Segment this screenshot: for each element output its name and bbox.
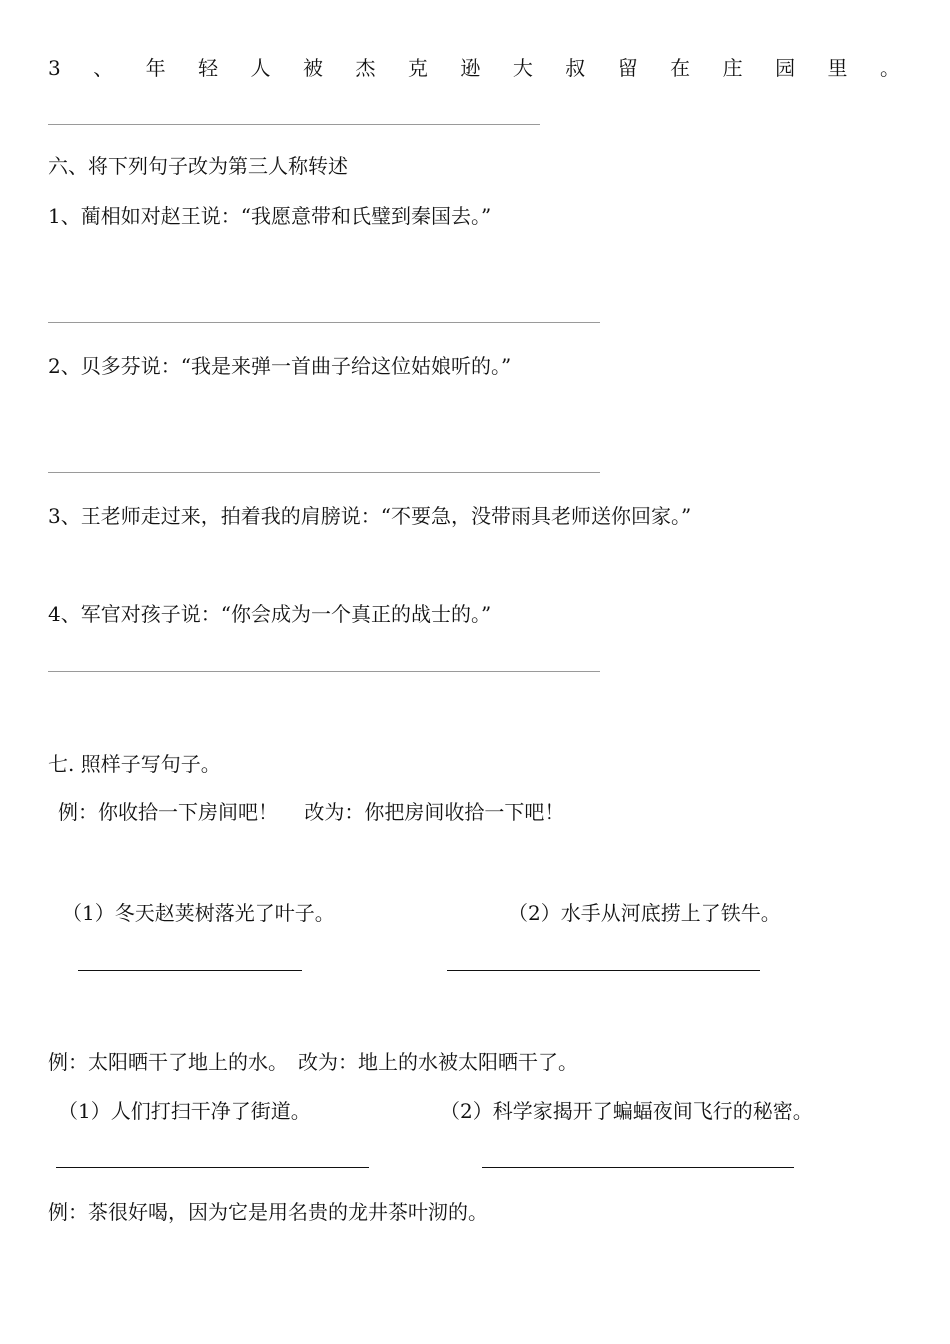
exercise-2-question-1: （1）人们打扫干净了街道。 (58, 1099, 311, 1123)
sentence-item-3-char: 年 (145, 56, 166, 80)
sentence-item-3-char: 杰 (355, 56, 376, 80)
example-1: 例：你收拾一下房间吧！ 改为：你把房间收拾一下吧！ (58, 800, 565, 824)
section-6-item-2: 2、贝多芬说：“我是来弹一首曲子给这位姑娘听的。” (48, 354, 512, 378)
sentence-item-3-char: 大 (512, 56, 533, 80)
section-6-item-3: 3、王老师走过来，拍着我的肩膀说：“不要急，没带雨具老师送你回家。” (48, 504, 692, 528)
section-7-heading: 七. 照样子写句子。 (48, 752, 221, 776)
sentence-item-3-char: 在 (670, 56, 691, 80)
sentence-item-3-char: 轻 (198, 56, 219, 80)
section-6-item-4: 4、军官对孩子说：“你会成为一个真正的战士的。” (48, 602, 492, 626)
sentence-item-3-char: 园 (775, 56, 796, 80)
sentence-item-3-char: 庄 (722, 56, 743, 80)
section-6-heading: 六、将下列句子改为第三人称转述 (48, 154, 348, 178)
exercise-1-question-2: （2）水手从河底捞上了铁牛。 (508, 901, 781, 925)
answer-line-6-1 (48, 322, 600, 323)
sentence-item-3-char: 被 (303, 56, 323, 80)
sentence-item-3-char: 逊 (460, 56, 481, 80)
sentence-item-3-char: 叔 (565, 56, 586, 80)
example-2: 例：太阳晒干了地上的水。 改为：地上的水被太阳晒干了。 (48, 1050, 578, 1074)
sentence-item-3-char: 留 (617, 56, 638, 80)
sentence-item-3-char: 3 (48, 56, 61, 80)
answer-line-7-2-1 (56, 1167, 369, 1168)
answer-line-7-1-1 (78, 970, 302, 971)
example-3: 例：茶很好喝，因为它是用名贵的龙井茶叶沏的。 (48, 1200, 488, 1224)
exercise-2-question-2: （2）科学家揭开了蝙蝠夜间飞行的秘密。 (440, 1099, 813, 1123)
sentence-item-3 (48, 56, 900, 80)
exercise-1-question-1: （1）冬天赵荚树落光了叶子。 (62, 901, 335, 925)
answer-line-7-2-2 (482, 1167, 794, 1168)
answer-line-6-4 (48, 671, 600, 672)
answer-line-item-3 (48, 124, 540, 125)
sentence-item-3-char: 。 (879, 56, 900, 80)
sentence-item-3-char: 、 (93, 56, 114, 80)
sentence-item-3-char: 克 (407, 56, 428, 80)
answer-line-7-1-2 (447, 970, 760, 971)
sentence-item-3-char: 人 (250, 56, 271, 80)
section-6-item-1: 1、蔺相如对赵王说：“我愿意带和氏璧到秦国去。” (48, 204, 492, 228)
answer-line-6-2 (48, 472, 600, 473)
sentence-item-3-char: 里 (827, 56, 848, 80)
